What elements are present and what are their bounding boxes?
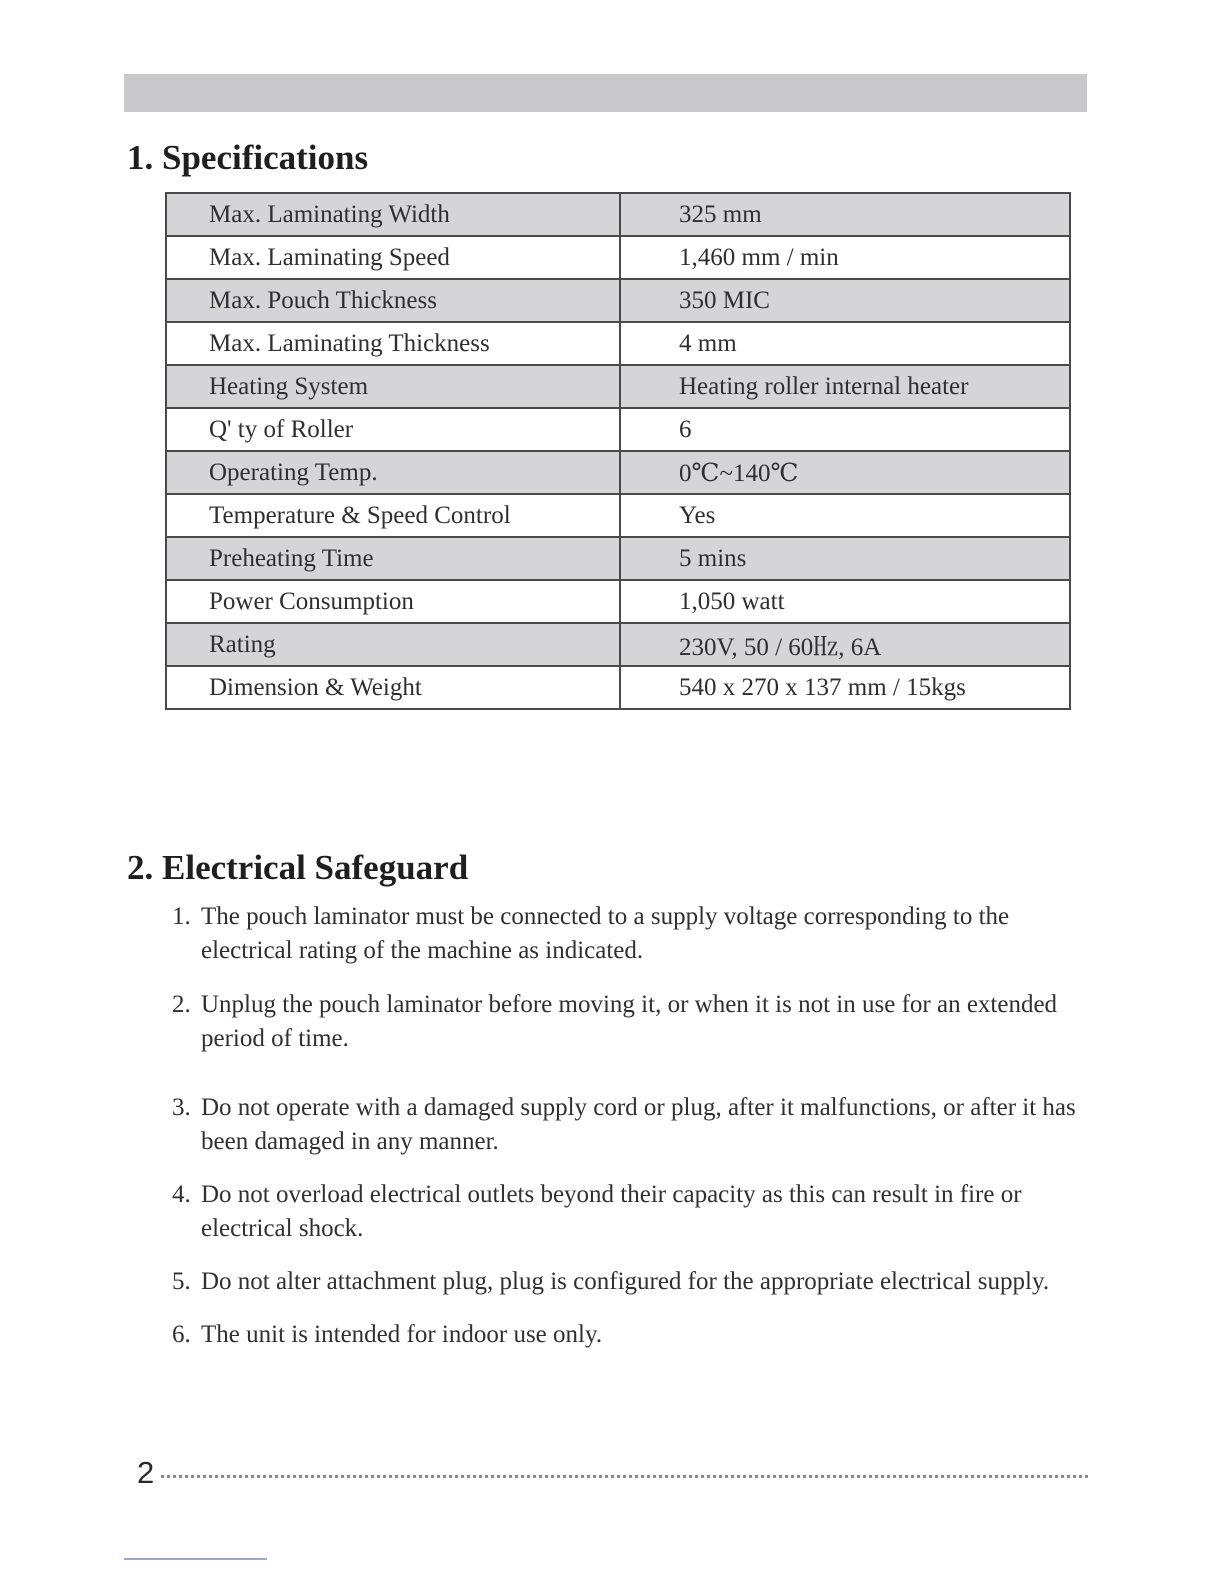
list-item-number: 3. xyxy=(172,1094,191,1121)
list-item-text: Do not overload electrical outlets beyond their capacity as this can result in fire or electrical shock. xyxy=(201,1181,1022,1242)
spec-value: 350 MIC xyxy=(620,279,1070,322)
list-item-text: Unplug the pouch laminator before moving it, or when it is not in use for an extended period of time. xyxy=(201,991,1058,1052)
list-item-text: The pouch laminator must be connected to a supply voltage corresponding to the electrical rating of the machine as indicated. xyxy=(201,903,1010,964)
page-footer xyxy=(137,1455,1088,1491)
table-row xyxy=(166,365,1070,408)
specifications-title: 1. Specifications xyxy=(127,138,369,177)
list-item xyxy=(172,900,1092,968)
spec-value: 0℃~140℃ xyxy=(620,451,1070,494)
list-item xyxy=(172,1091,1092,1159)
spec-label: Preheating Time xyxy=(166,537,620,580)
spec-label: Operating Temp. xyxy=(166,451,620,494)
list-item xyxy=(172,1178,1092,1246)
spec-value: 230V, 50 / 60㎐, 6A xyxy=(620,623,1070,666)
list-item-number: 4. xyxy=(172,1181,191,1208)
specifications-table xyxy=(165,192,1071,710)
table-row xyxy=(166,279,1070,322)
list-item xyxy=(172,1318,1092,1352)
list-item-text: Do not operate with a damaged supply cord or plug, after it malfunctions, or after it has been damaged in any manner. xyxy=(201,1094,1076,1155)
spec-label: Max. Laminating Speed xyxy=(166,236,620,279)
list-item-text: The unit is intended for indoor use only. xyxy=(201,1321,603,1348)
table-row xyxy=(166,451,1070,494)
table-row xyxy=(166,494,1070,537)
list-item-number: 1. xyxy=(172,903,191,930)
table-row xyxy=(166,580,1070,623)
spec-value: 4 mm xyxy=(620,322,1070,365)
table-row xyxy=(166,408,1070,451)
table-row xyxy=(166,193,1070,236)
spec-value: 325 mm xyxy=(620,193,1070,236)
list-item xyxy=(172,988,1092,1056)
spec-label: Temperature & Speed Control xyxy=(166,494,620,537)
spec-value: 6 xyxy=(620,408,1070,451)
page-number: 2 xyxy=(137,1455,155,1490)
table-row xyxy=(166,623,1070,666)
spec-label: Power Consumption xyxy=(166,580,620,623)
footer-dotted-rule xyxy=(161,1475,1088,1478)
list-item-text: Do not alter attachment plug, plug is configured for the appropriate electrical supply. xyxy=(201,1268,1050,1295)
header-bar xyxy=(124,74,1087,112)
spec-value: Heating roller internal heater xyxy=(620,365,1070,408)
list-item-number: 6. xyxy=(172,1321,191,1348)
spec-label: Dimension & Weight xyxy=(166,666,620,709)
table-row xyxy=(166,537,1070,580)
spec-value: 1,460 mm / min xyxy=(620,236,1070,279)
table-row xyxy=(166,322,1070,365)
spec-label: Heating System xyxy=(166,365,620,408)
spec-label: Max. Pouch Thickness xyxy=(166,279,620,322)
spec-value: Yes xyxy=(620,494,1070,537)
list-item-number: 2. xyxy=(172,991,191,1018)
electrical-safeguard-title: 2. Electrical Safeguard xyxy=(127,848,469,887)
spec-label: Max. Laminating Thickness xyxy=(166,322,620,365)
table-row xyxy=(166,236,1070,279)
spec-value: 5 mins xyxy=(620,537,1070,580)
spec-value: 540 x 270 x 137 mm / 15kgs xyxy=(620,666,1070,709)
bottom-divider xyxy=(124,1558,267,1560)
spec-label: Max. Laminating Width xyxy=(166,193,620,236)
spec-label: Rating xyxy=(166,623,620,666)
spec-label: Q' ty of Roller xyxy=(166,408,620,451)
table-row xyxy=(166,666,1070,709)
list-item-number: 5. xyxy=(172,1268,191,1295)
list-item xyxy=(172,1265,1092,1299)
spec-value: 1,050 watt xyxy=(620,580,1070,623)
